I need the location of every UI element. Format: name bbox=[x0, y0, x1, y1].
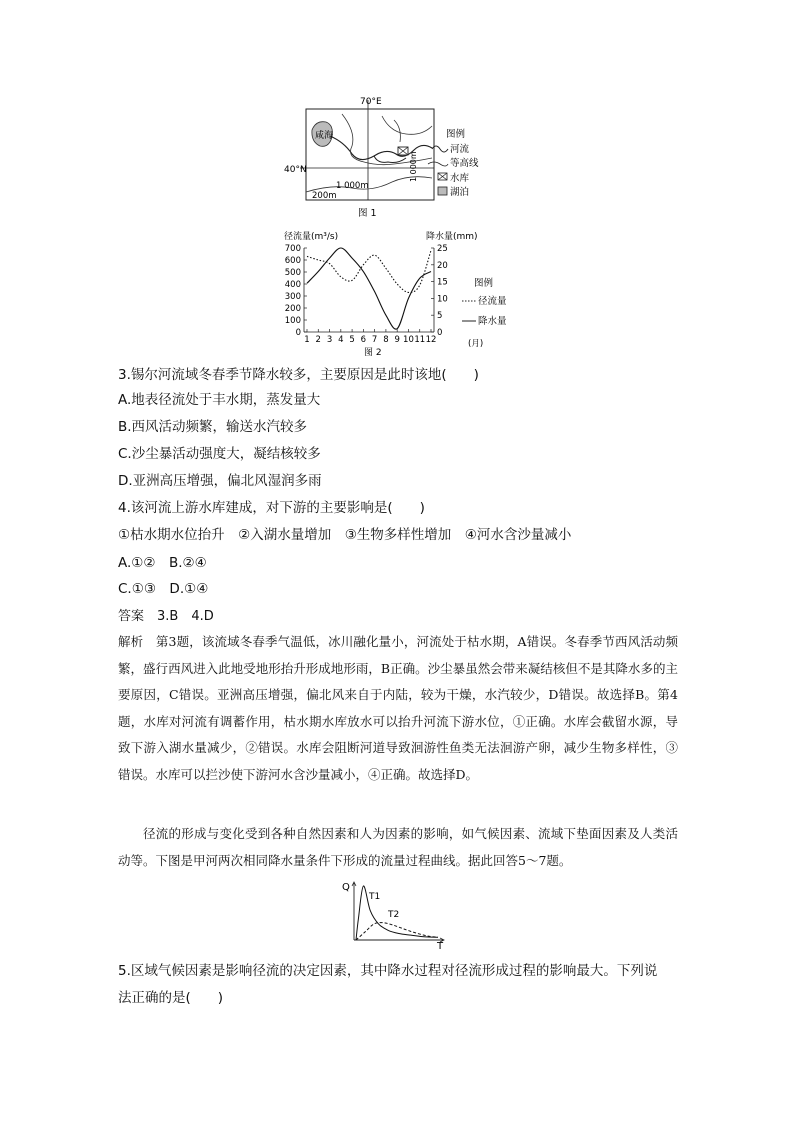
x-tick-label: 3 bbox=[326, 335, 333, 345]
answer-line: 答案 3.B 4.D bbox=[118, 609, 214, 624]
question-3-option-a: A.地表径流处于丰水期，蒸发量大 bbox=[118, 392, 321, 408]
precipitation-series-line bbox=[307, 248, 431, 329]
x-tick-label: 2 bbox=[315, 335, 321, 345]
y-left-tick-label: 600 bbox=[284, 256, 301, 266]
intro-paragraph: 径流的形成与变化受到各种自然因素和人为因素的影响，如气候因素、流域下垫面因素及人类活动等。下图是甲河两次相同降水量条件下形成的流量过程曲线。据此回答5～7题。 bbox=[118, 826, 678, 868]
lat-label: 40°N bbox=[284, 165, 307, 175]
map-legend-river: 河流 bbox=[450, 144, 470, 155]
contour-line-small bbox=[394, 120, 400, 142]
question-5-line2: 法正确的是( ) bbox=[118, 990, 224, 1006]
question-4-options-row2: C.①③ D.①④ bbox=[118, 581, 209, 597]
x-tick-label: 12 bbox=[425, 335, 437, 345]
map-legend-contour: 等高线 bbox=[450, 158, 479, 169]
legend-precip-label: 降水量 bbox=[478, 316, 507, 327]
x-tick-label: 4 bbox=[338, 335, 344, 345]
contour-label-200m: 200m bbox=[312, 191, 337, 201]
question-4-stem: 4.该河流上游水库建成，对下游的主要影响是( ) bbox=[118, 500, 425, 516]
x-tick-label: 1 bbox=[304, 335, 310, 345]
series-t1-label: T1 bbox=[369, 892, 381, 902]
t-axis-label: T bbox=[437, 941, 444, 950]
reservoir-icon bbox=[398, 147, 408, 155]
x-tick-label: 7 bbox=[371, 335, 378, 345]
question-3-option-c: C.沙尘暴活动强度大，凝结核较多 bbox=[118, 446, 321, 462]
series-t2-curve bbox=[356, 923, 438, 940]
discharge-curve-chart bbox=[340, 878, 450, 950]
y-right-tick-label: 5 bbox=[437, 311, 443, 322]
contour-label-1000m-b: 1 000m bbox=[409, 151, 418, 182]
runoff-precipitation-chart bbox=[276, 228, 526, 358]
map-legend-reservoir: 水库 bbox=[450, 173, 470, 184]
y-right-tick-label: 15 bbox=[437, 277, 448, 288]
figure-3-chart bbox=[340, 878, 450, 950]
x-tick-label: 9 bbox=[394, 335, 400, 345]
q-axis-label: Q bbox=[342, 882, 350, 893]
figure-1-caption: 图 1 bbox=[358, 208, 377, 219]
figure-1-map bbox=[282, 92, 512, 222]
x-tick-label: 11 bbox=[414, 335, 426, 345]
y-left-tick-label: 300 bbox=[284, 292, 301, 302]
question-4-items: ①枯水期水位抬升 ②入湖水量增加 ③生物多样性增加 ④河水含沙量减小 bbox=[118, 527, 572, 543]
legend-lake-icon bbox=[438, 187, 447, 195]
x-tick-label: 8 bbox=[383, 335, 389, 345]
lake-label: 咸海 bbox=[315, 131, 334, 141]
legend-runoff-label: 径流量 bbox=[478, 296, 507, 307]
contour-line-upper bbox=[382, 116, 432, 134]
contour-label-1000m-a: 1 000m bbox=[336, 181, 369, 191]
y-right-tick-label: 20 bbox=[437, 260, 448, 271]
x-tick-label: 5 bbox=[349, 335, 355, 345]
question-3-option-b: B.西风活动频繁，输送水汽较多 bbox=[118, 419, 308, 435]
legend-reservoir-icon bbox=[438, 173, 447, 180]
y-left-tick-label: 100 bbox=[284, 316, 301, 326]
chart-legend-title: 图例 bbox=[474, 278, 494, 289]
y-left-tick-label: 500 bbox=[284, 268, 301, 278]
river-branch bbox=[374, 156, 406, 163]
x-tick-label: 6 bbox=[360, 335, 367, 345]
map-legend-title: 图例 bbox=[446, 129, 466, 140]
figure-2-caption: 图 2 bbox=[364, 348, 382, 358]
y-axis-left-label: 径流量(m³/s) bbox=[284, 232, 339, 242]
y-right-tick-label: 25 bbox=[437, 244, 448, 254]
legend-contour-icon bbox=[428, 162, 448, 166]
x-axis-unit: (月) bbox=[468, 339, 484, 349]
figure-2-chart bbox=[276, 228, 526, 358]
series-t2-label: T2 bbox=[388, 910, 400, 920]
runoff-series-line bbox=[307, 250, 431, 292]
map-svg bbox=[282, 92, 512, 222]
question-3-stem: 3.锡尔河流域冬春季节降水较多，主要原因是此时该地( ) bbox=[118, 367, 479, 383]
x-tick-label: 10 bbox=[403, 335, 414, 345]
analysis-paragraph: 解析 第3题，该流域冬春季气温低，冰川融化量小，河流处于枯水期，A错误。冬春季节西风活动频繁，盛行西风进入此地受地形抬升形成地形雨，B正确。沙尘暴虽然会带来凝结核但不是其降水多的主要原因，C错误。亚洲高压增强，偏北风来自于内陆，较为干燥，水汽较少，D错误。故选择B。第4题，水库对河流有调蓄作用，枯水期水库放水可以抬升河流下游水位，①正确。水库会截留水源，导致下游入湖水量减少，②错误。水库会阻断河道导致洄游性鱼类无法洄游产卵，减少生物多样性，③错误。水库可以拦沙使下游河水含沙量减小，④正确。故选择D。 bbox=[118, 634, 678, 782]
y-axis-right-label: 降水量(mm) bbox=[426, 232, 478, 242]
y-right-tick-label: 0 bbox=[437, 328, 443, 338]
question-5-line1: 5.区域气候因素是影响径流的决定因素，其中降水过程对径流形成过程的影响最大。下列说 bbox=[118, 963, 658, 979]
y-left-tick-label: 700 bbox=[284, 244, 301, 254]
y-left-tick-label: 400 bbox=[284, 280, 301, 290]
y-left-tick-label: 0 bbox=[295, 328, 301, 338]
question-3-option-d: D.亚洲高压增强，偏北风湿润多雨 bbox=[118, 473, 322, 489]
map-legend-lake: 湖泊 bbox=[450, 187, 470, 198]
y-right-tick-label: 10 bbox=[437, 294, 448, 305]
y-left-tick-label: 200 bbox=[284, 304, 301, 314]
chart-plot-area bbox=[285, 244, 448, 345]
question-4-options-row1: A.①② B.②④ bbox=[118, 555, 207, 571]
lon-label: 70°E bbox=[360, 97, 382, 107]
